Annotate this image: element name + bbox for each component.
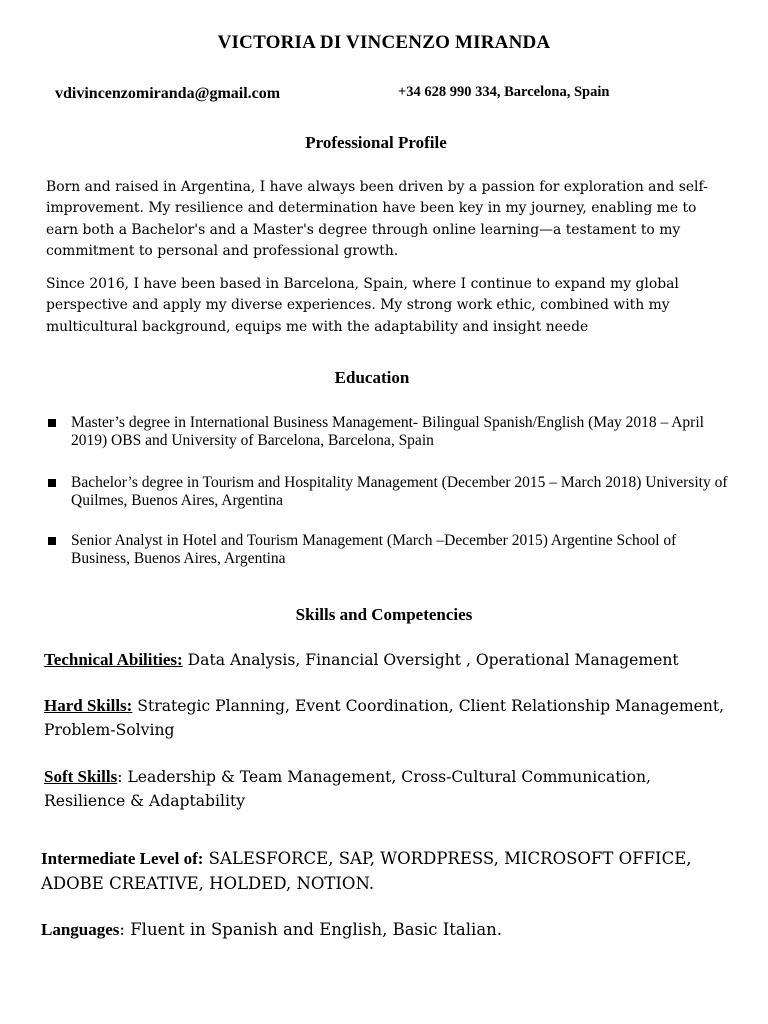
skill-hard-value: Strategic Planning, Event Coordination, Client Relationship Management, Problem-Solving (44, 697, 725, 739)
skill-technical (44, 648, 734, 673)
languages (41, 918, 741, 943)
section-title-profile: Professional Profile (305, 133, 447, 152)
phone-location: +34 628 990 334, Barcelona, Spain (398, 84, 610, 100)
education-item (48, 474, 728, 510)
intermediate-level-label: Intermediate Level of: (41, 849, 204, 868)
education-item-text: Bachelor’s degree in Tourism and Hospitality Management (December 2015 – March 2018) University of Quilmes, Buenos Aires, Argentina (71, 474, 728, 509)
square-bullet-icon (48, 537, 56, 545)
profile-paragraph-1: Born and raised in Argentina, I have always been driven by a passion for exploration and self-improvement. My resilience and determination have been key in my journey, enabling me to earn both a Bachelor's and a Master's degree through online learning—a testament to my commitment to personal and professional growth. (46, 179, 708, 260)
education-item (48, 414, 728, 450)
intermediate-level-value: SALESFORCE, SAP, WORDPRESS, MICROSOFT OFFICE, ADOBE CREATIVE, HOLDED, NOTION. (41, 849, 692, 893)
languages-label: Languages (41, 920, 120, 939)
skill-soft-label: Soft Skills (44, 767, 118, 786)
education-item-text: Master’s degree in International Business Management- Bilingual Spanish/English (May 2018 – April 2019) OBS and University of Barcelona, Barcelona, Spain (71, 414, 704, 449)
square-bullet-icon (48, 479, 56, 487)
intermediate-level (41, 847, 741, 896)
skill-technical-label: Technical Abilities: (44, 650, 183, 669)
skill-technical-value: Data Analysis, Financial Oversight , Operational Management (182, 651, 679, 669)
profile-paragraph-2: Since 2016, I have been based in Barcelona, Spain, where I continue to expand my global perspective and apply my diverse experiences. My strong work ethic, combined with my multicultural background, equips me with the adaptability and insight neede (46, 276, 679, 335)
candidate-name: VICTORIA DI VINCENZO MIRANDA (217, 32, 551, 53)
section-title-education: Education (334, 368, 410, 387)
education-item (48, 532, 728, 568)
skill-soft-value: : Leadership & Team Management, Cross-Cultural Communication, Resilience & Adaptability (44, 768, 651, 810)
section-title-skills: Skills and Competencies (295, 605, 473, 624)
skill-hard (44, 694, 734, 742)
skill-hard-label: Hard Skills: (44, 696, 133, 715)
skill-soft (44, 765, 734, 813)
square-bullet-icon (48, 419, 56, 427)
languages-value: : Fluent in Spanish and English, Basic Italian. (119, 920, 503, 939)
education-item-text: Senior Analyst in Hotel and Tourism Management (March –December 2015) Argentine School of Business, Buenos Aires, Argentina (71, 532, 677, 567)
email-address: vdivincenzomiranda@gmail.com (55, 85, 281, 102)
